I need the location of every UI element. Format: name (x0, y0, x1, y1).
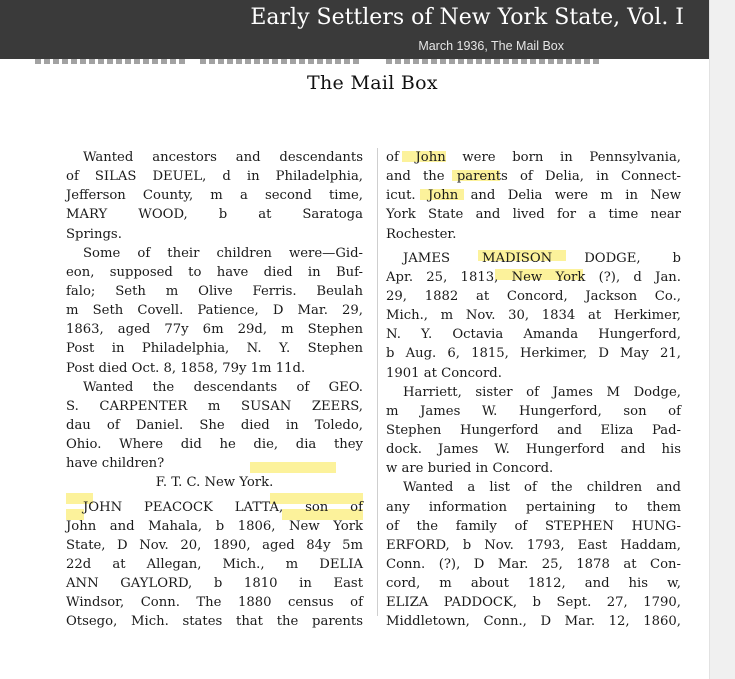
cropped-text-line (386, 59, 601, 64)
document-title: Early Settlers of New York State, Vol. I (250, 5, 684, 30)
text-line: of SILAS DEUEL, d in Philadelphia, (66, 169, 363, 185)
text-line: Windsor, Conn. The 1880 census of (66, 595, 363, 611)
text-line: of John were born in Pennsylvania, (386, 150, 681, 165)
text-line: eon, supposed to have died in Buf- (66, 264, 363, 280)
text-line: m Seth Covell. Patience, D Mar. 29, (66, 303, 363, 319)
right-column (386, 148, 681, 632)
text-line: Post died Oct. 8, 1858, 79y 1m 11d. (66, 360, 306, 376)
text-line: falo; Seth m Olive Ferris. Beulah (66, 283, 363, 299)
vertical-scrollbar[interactable] (709, 0, 735, 679)
text-line: Harriett, sister of James M Dodge, (403, 384, 681, 400)
text-line: Stephen Hungerford and Eliza Pad- (386, 422, 681, 438)
text-line: Springs. (66, 226, 122, 242)
text-line: S. CARPENTER m SUSAN ZEERS, (66, 398, 363, 414)
column-divider (377, 148, 378, 616)
text-line: icut. John and Delia were m in New (386, 188, 681, 204)
text-line: ERFORD, b Nov. 1793, East Haddam, (386, 537, 681, 553)
text-line: 1901 at Concord. (386, 365, 502, 381)
text-line: JAMES MADISON DODGE, b (403, 250, 681, 266)
text-line: ELIZA PADDOCK, b Sept. 27, 1790, (386, 595, 681, 611)
text-line: Wanted the descendants of GEO. (83, 379, 363, 395)
cropped-text-line (200, 59, 360, 64)
text-line: m James W. Hungerford, son of (386, 403, 681, 419)
text-line: John and Mahala, b 1806, New York (66, 518, 363, 534)
text-line: Conn. (?), D Mar. 25, 1878 at Con- (386, 556, 681, 572)
text-line: 1863, aged 77y 6m 29d, m Stephen (66, 322, 363, 338)
text-line: 22d at Allegan, Mich., m DELIA (66, 556, 363, 572)
text-line: dau of Daniel. She died in Toledo, (66, 417, 363, 433)
text-line: MARY WOOD, b at Saratoga (66, 207, 363, 223)
text-line: N. Y. Octavia Amanda Hungerford, (386, 327, 681, 343)
text-line: York State and lived for a time near (386, 207, 681, 223)
text-line: Rochester. (386, 226, 457, 242)
text-line: Wanted ancestors and descendants (83, 150, 363, 165)
text-line: Otsego, Mich. states that the parents (66, 614, 363, 630)
text-line: have children? (66, 456, 165, 472)
viewer-header (0, 0, 710, 59)
text-line: 29, 1882 at Concord, Jackson Co., (386, 288, 681, 304)
text-line: Some of their children were—Gid- (83, 245, 363, 261)
text-line: any information pertaining to them (386, 499, 681, 515)
text-line: JOHN PEACOCK LATTA, son of (83, 499, 363, 515)
text-line: cord, m about 1812, and his w, (386, 576, 681, 592)
text-line: of the family of STEPHEN HUNG- (386, 518, 681, 534)
text-line: and the parents of Delia, in Connect- (386, 169, 681, 185)
document-subtitle: March 1936, The Mail Box (418, 39, 564, 53)
text-line: b Aug. 6, 1815, Herkimer, D May 21, (386, 346, 681, 362)
section-title: The Mail Box (307, 72, 438, 94)
text-line: Jefferson County, m a second time, (66, 188, 363, 204)
text-line: ANN GAYLORD, b 1810 in East (66, 576, 363, 592)
text-line: Mich., m Nov. 30, 1834 at Herkimer, (386, 308, 681, 324)
cropped-text-line (35, 59, 185, 64)
text-line: Apr. 25, 1813, New York (?), d Jan. (386, 269, 681, 285)
text-line: F. T. C. New York. (155, 475, 274, 491)
text-line: Ohio. Where did he die, dia they (66, 437, 363, 453)
text-line: w are buried in Concord. (386, 461, 554, 477)
text-line: Wanted a list of the children and (403, 480, 681, 496)
text-line: Post in Philadelphia, N. Y. Stephen (66, 341, 363, 357)
left-column (66, 148, 363, 632)
text-line: dock. James W. Hungerford and his (386, 442, 681, 458)
text-line: State, D Nov. 20, 1890, aged 84y 5m (66, 537, 363, 553)
text-line: Middletown, Conn., D Mar. 12, 1860, (386, 614, 681, 630)
